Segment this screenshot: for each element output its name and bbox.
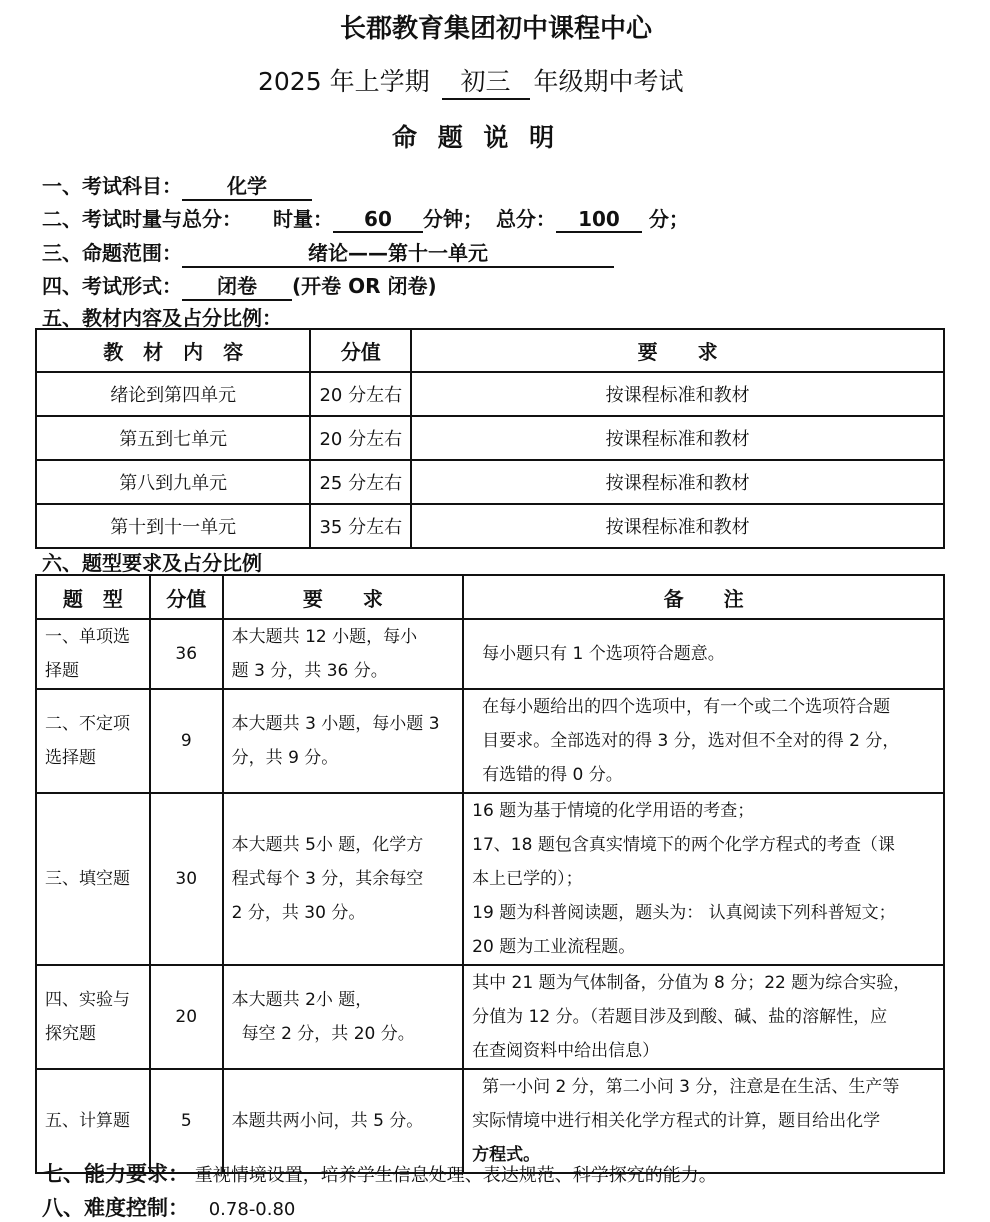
question-type-table [35, 574, 945, 1174]
note-line: 本上已学的）； [472, 869, 583, 889]
note-line: 20 题为工业流程题。 [472, 937, 636, 957]
score-unit: 分； [648, 207, 689, 231]
content-cell: 第五到七单元 [36, 416, 310, 460]
req-line: 题 3 分，共 36 分。 [231, 661, 388, 681]
header-score: 分值 [310, 329, 411, 372]
table-header-row [36, 575, 944, 619]
table-row [36, 793, 944, 965]
type-line: 选择题 [45, 748, 96, 768]
requirement-cell [223, 793, 463, 965]
type-line: 探究题 [45, 1024, 96, 1044]
req-line: 2 分，共 30 分。 [231, 903, 366, 923]
scope-line [42, 237, 614, 268]
section5-title: 五、教材内容及占分比例： [42, 306, 282, 330]
req-line: 每空 2 分，共 20 分。 [241, 1024, 415, 1044]
req-line: 本大题共 2小 题， [231, 990, 373, 1010]
time-label: 二、考试时量与总分： [42, 207, 242, 231]
score-cell: 20 [150, 965, 223, 1069]
difficulty-label: 八、难度控制： [42, 1196, 189, 1220]
note-line: 16 题为基于情境的化学用语的考查； [472, 801, 755, 821]
note-line: 目要求。全部选对的得 3 分，选对但不全对的得 2 分， [482, 731, 900, 751]
requirement-cell: 按课程标准和教材 [411, 460, 944, 504]
time-score-line [42, 203, 689, 233]
content-cell: 第八到九单元 [36, 460, 310, 504]
difficulty-value: 0.78-0.80 [208, 1199, 296, 1220]
document-title: 命 题 说 明 [392, 123, 561, 152]
type-cell [36, 689, 150, 793]
grade-value: 初三 [442, 62, 530, 100]
form-note: (开卷 OR 闭卷) [292, 274, 437, 298]
note-line: 方程式。 [472, 1145, 541, 1165]
section6-title: 六、题型要求及占分比例 [42, 551, 262, 575]
note-line: 分值为 12 分。（若题目涉及到酸、碱、盐的溶解性，应 [472, 1007, 888, 1027]
note-line: 其中 21 题为气体制备，分值为 8 分；22 题为综合实验， [472, 973, 911, 993]
score-cell: 20 分左右 [310, 416, 411, 460]
note-cell [463, 689, 944, 793]
table-row [36, 504, 944, 548]
score-label: 总分： [495, 207, 556, 231]
duration-label: 时量： [272, 207, 333, 231]
note-line: 在查阅资料中给出信息） [472, 1041, 660, 1061]
req-line: 本大题共 12 小题，每小 [231, 627, 418, 647]
requirement-cell [223, 619, 463, 689]
subject-label: 一、考试科目： [42, 174, 182, 198]
score-value: 100 [556, 207, 642, 233]
score-cell: 35 分左右 [310, 504, 411, 548]
content-score-table [35, 328, 945, 549]
subject-value: 化学 [182, 170, 312, 201]
req-line: 本大题共 3 小题，每小题 3 [231, 714, 440, 734]
exam-prefix: 2025 年上学期 [258, 67, 430, 96]
type-cell [36, 793, 150, 965]
type-cell [36, 619, 150, 689]
table-row [36, 619, 944, 689]
duration-unit: 分钟； [422, 207, 483, 231]
table-row [36, 689, 944, 793]
duration-value: 60 [333, 207, 423, 233]
header-score: 分值 [150, 575, 223, 619]
table-row [36, 372, 944, 416]
note-cell [463, 965, 944, 1069]
note-line: 19 题为科普阅读题，题头为： 认真阅读下列科普短文； [472, 903, 896, 923]
req-line: 程式每个 3 分，其余每空 [231, 869, 424, 889]
exam-suffix: 年级期中考试 [533, 67, 684, 96]
type-line: 二、不定项 [45, 714, 130, 734]
note-line: 有选错的得 0 分。 [482, 765, 623, 785]
requirement-cell: 按课程标准和教材 [411, 372, 944, 416]
requirement-cell: 按课程标准和教材 [411, 504, 944, 548]
score-cell: 20 分左右 [310, 372, 411, 416]
header-requirement: 要 求 [411, 329, 944, 372]
ability-line [42, 1158, 717, 1188]
header-requirement: 要 求 [223, 575, 463, 619]
req-line: 本大题共 5小 题，化学方 [231, 835, 424, 855]
score-cell: 25 分左右 [310, 460, 411, 504]
note-cell [463, 619, 944, 689]
ability-label: 七、能力要求： [42, 1162, 189, 1186]
header-content: 教 材 内 容 [36, 329, 310, 372]
note-line: 每小题只有 1 个选项符合题意。 [482, 644, 725, 664]
content-cell: 绪论到第四单元 [36, 372, 310, 416]
table-row [36, 965, 944, 1069]
form-line [42, 270, 437, 301]
note-line: 17、18 题包含真实情境下的两个化学方程式的考查（课 [472, 835, 895, 855]
table-header-row [36, 329, 944, 372]
note-line: 第一小问 2 分，第二小问 3 分，注意是在生活、生产等 [482, 1077, 900, 1097]
type-line: 择题 [45, 661, 79, 681]
note-line: 在每小题给出的四个选项中，有一个或二个选项符合题 [482, 697, 891, 717]
subject-line [42, 170, 312, 201]
score-cell: 9 [150, 689, 223, 793]
table-row [36, 416, 944, 460]
ability-text: 重视情境设置，培养学生信息处理、表达规范、科学探究的能力。 [194, 1165, 717, 1186]
header-type: 题 型 [36, 575, 150, 619]
score-cell: 5 [150, 1069, 223, 1173]
scope-value: 绪论——第十一单元 [182, 237, 614, 268]
header-note: 备 注 [463, 575, 944, 619]
scope-label: 三、命题范围： [42, 241, 182, 265]
type-line: 一、单项选 [45, 627, 130, 647]
requirement-cell [223, 965, 463, 1069]
type-line: 四、实验与 [45, 990, 130, 1010]
table-row [36, 460, 944, 504]
content-cell: 第十到十一单元 [36, 504, 310, 548]
requirement-cell [223, 689, 463, 793]
score-cell: 36 [150, 619, 223, 689]
requirement-cell: 按课程标准和教材 [411, 416, 944, 460]
exam-title [258, 62, 684, 100]
note-cell [463, 793, 944, 965]
score-cell: 30 [150, 793, 223, 965]
note-line: 实际情境中进行相关化学方程式的计算，题目给出化学 [472, 1111, 881, 1131]
type-cell [36, 965, 150, 1069]
req-line: 分，共 9 分。 [231, 748, 339, 768]
type-line: 五、计算题 [45, 1111, 130, 1131]
difficulty-line [42, 1192, 295, 1222]
organization-title: 长郡教育集团初中课程中心 [340, 14, 653, 44]
type-line: 三、填空题 [45, 869, 130, 889]
req-line: 本题共两小问，共 5 分。 [231, 1111, 424, 1131]
form-value: 闭卷 [182, 270, 292, 301]
form-label: 四、考试形式： [42, 274, 182, 298]
